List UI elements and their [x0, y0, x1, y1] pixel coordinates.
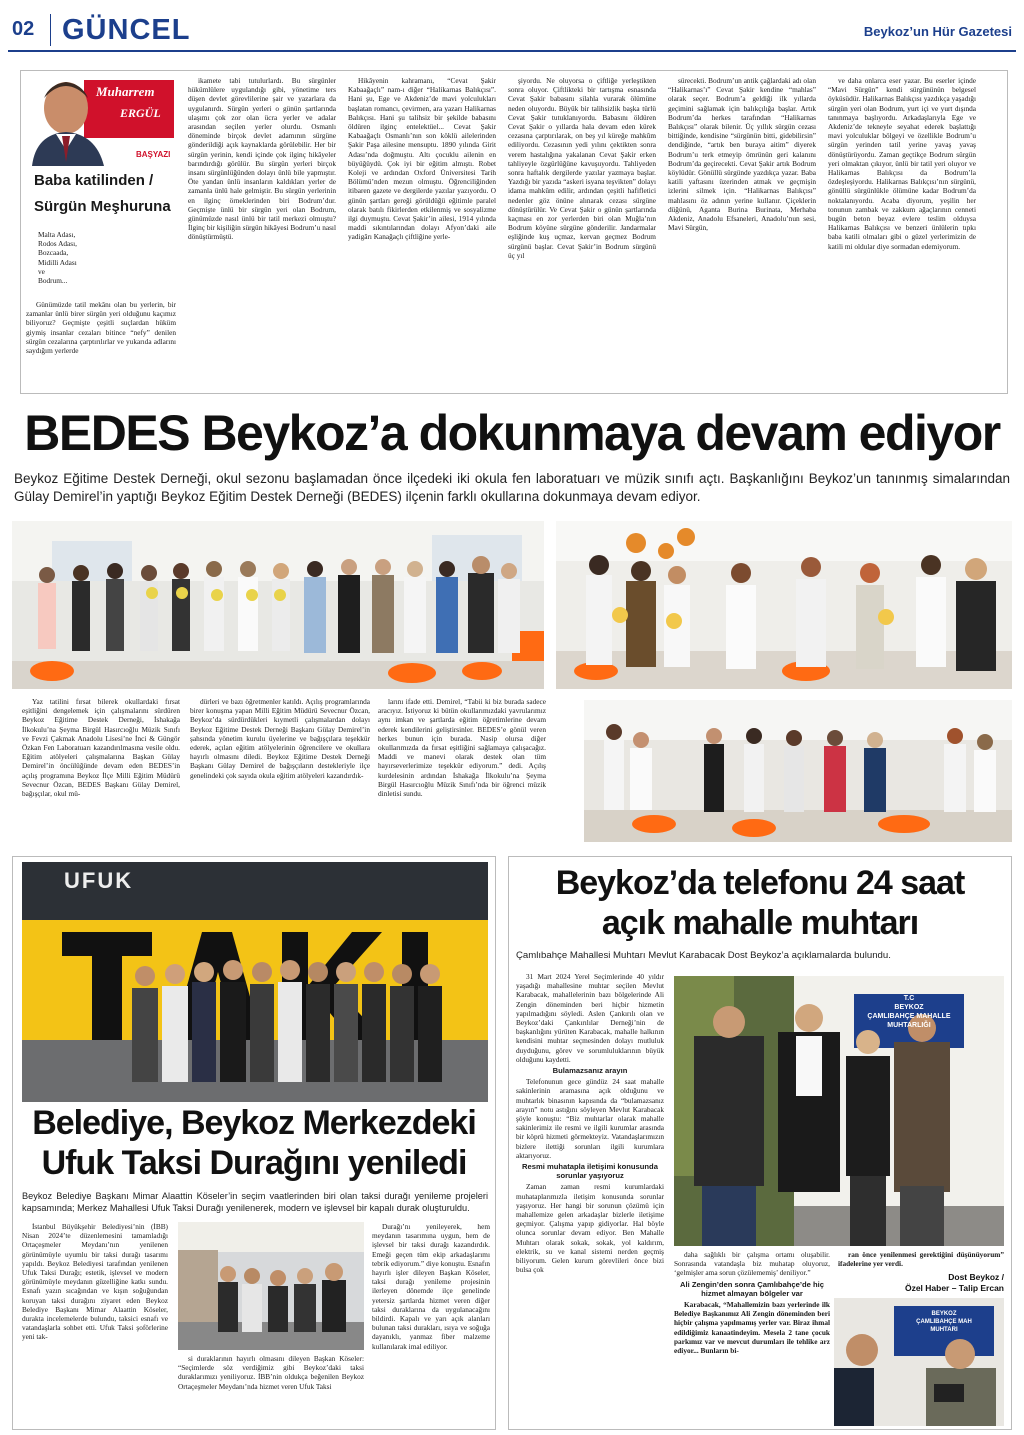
taksi-text-col3: [372, 1222, 490, 1428]
column-paragraph: sürecekti. Bodrum’un antik çağlardaki adı olan “Halikarnas’ı” Cevat Şakir kendine “mahlas” olarak seçer. Bodrum’a geldiği ilk yıllarda geçimini sağlamak için balıkçılığa başlar. Artık Bodrum’da herkes tarafından “Halikarnas Balıkçısı” olarak bilenir. Üç yıllık sürgün cezası bittiğinde, kendisine “sürgünün bitti, gidebilirsin” dendiğinde, “artık ben buraya aitim” diyerek Bodrum’u terk etmeyip ömrünün geri kalanını Bodrum’da geçirecekti. Cevat Şakir artık Bodrum köylüdür. Gönüllü sürgünde yazdıkça yazar. Baba katili yaftasını üzerinden atmak ve geçmişin izlerini silmek için. “Halikarnas Balıkçısı” mahlasını öz adının yerine kullanır. Çiçeklerin düğünü, Aganta Burina Burinata, Merhaba Akdeniz, Anadolu Efsaneleri, Anadolu’nun sesi, Mavi Sürgün,: [668, 76, 816, 233]
muhtar-text-col1: [516, 972, 664, 1426]
poem-line: Malta Adası,: [38, 230, 76, 239]
column-title-line2: Sürgün Meşhuruna: [34, 198, 171, 215]
muhtar-paragraph: Zaman zaman resmi kurumlardaki muhataplarımızla iletişim konusunda sorunlar yaşıyoruz. Her hangi bir sorunun çözümü için mahallemize gelen arkadaşlar bizlerle iletişime geçmiyor. Çalışma yapıp gidiyorlar. Hal böyle olunca sorunlar devam ediyor. Ben Mahalle Muhtarı olarak sokak, sokak, yol kaldırım, elektrik, su ve kanal sistemi nerden geçmiş biliyorum. Gelen kurum görevlileri önce bizi bulsa çok: [516, 1182, 664, 1275]
column-text-col3: [348, 76, 496, 390]
muhtar-paragraph: 31 Mart 2024 Yerel Seçimlerinde 40 yıldır yaşadığı mahallesine muhtar seçilen Mevlut Karabacak, mahallelerinin bazı bölgelerinde Ali Zengin döneminden beri hiçbir hizmetin yapılmadığını söyledi. Aslen Çankırılı olan ve Beykoz’daki Çankırılılar Derneği’nin de başkanlığını yürüten Karabacak, mahalle halkının kendisini muhtar seçmesinden dolayı mutluluk duyduğunu, görev ve sorumluluklarının büyük olduğunu kaydetti.: [516, 972, 664, 1064]
column-text-col4: [508, 76, 656, 390]
taksi-text-col1: [22, 1222, 168, 1428]
poem-block: [38, 230, 168, 300]
building-sign-line: MUHTARLIĞI: [887, 1022, 931, 1029]
muhtar-signature: [838, 1272, 1004, 1294]
muhtar-paragraph: ran önce yenilenmesi gerektiğini düşünüyorum” ifadelerine yer verdi.: [838, 1250, 1004, 1269]
poem-line: ve: [38, 266, 45, 276]
taksi-sign-small: UFUK: [64, 868, 134, 893]
poem-line: Bodrum...: [38, 276, 68, 286]
section-title: GÜNCEL: [62, 14, 191, 46]
muhtar-headline-line1: Beykoz’da telefonu 24 saat: [555, 864, 965, 902]
muhtar-subheading: Resmi muhatapla iletişimi konusunda sorunlar yaşıyoruz: [522, 1162, 658, 1181]
paper-name-bold: Hür Gazetesi: [932, 24, 1012, 39]
muhtar-text-col2: [674, 1250, 830, 1426]
column-paragraph: ve daha onlarca eser yazar. Bu eserler içinde “Mavi Sürgün” kendi sürgününün belgesel öyküsüdür. Halikarnas Balıkçısı yazdıkça yaşadığı sürgün yeri olan Bodrum, yurt içi ve yurt dışında tanınmaya başlıyordu. Arkadaşlarıyla Ege ve Akdeniz’de tekneyle seyahat ederek başlattığı mavi yolculuklar bölgeyi ve özellikle Bodrum’u sürgün yerinden tatil yerine yavaş yavaş dönüştürüyordu. Zaman geçtikçe Bodrum sürgün yeri olmaktan çıkıyor, ünlü bir tatil yeri oluyor ve Halikarnas Balıkçısı da Bodrum’la özdeşleşiyordu. Halikarnas Balıkçısı’nın sürgünü, gönüllü sürgünlükle ölümüne kadar Bodrum’da noktalanıyordu. Acaba diyorum, yeşilin her tonunun zambak ve zakkum ağaçlarının cenneti bugün beton beyaz evlere teslim olduysa Halikarnas Balıkçısı ve benzeri ünlülerin tıpkı baba katili olmaları gibi o güzel yerlerimizin de katili mi oldular diye sormadan edemiyorum.: [828, 76, 976, 251]
poem-line: Midilli Adası: [38, 257, 77, 267]
column-paragraph: Günümüzde tatil mekânı olan bu yerlerin, bir zamanlar ünlü birer sürgün yeri olduğunu kaçımız biliyoruz? Geçmişte çeşitli suçlardan hüküm giymiş insanlar cezaları bitince “nefy” denilen sürgün cezalarına çarptırılırlar ve yukarıda adlarını saydığım yerlerde: [26, 300, 176, 356]
column-paragraph: şiyordu. Ne oluyorsa o çiftliğe yerleştikten sonra oluyor. Çiftlikteki bir tartışma esnasında Cevat Şakir babasını silahla vurarak ölümüne neden oluyordu. Büyük bir talihsizlik başka türlü Cevat Şakir tutuklanıyordu. Babasını öldüren Cevat Şakir o yıllarda hala devam eden kürek cezasına çarptırılarak, on beş yıl küreğe mahkûm ediliyordu. Cezasının yedi yılını çektikten sonra verem hastalığına yakalanan Cevat Şakir erken tahliyeyle özgürlüğüne kavuşuyordu. Tahliyeden sonra haftalık dergilerde yazılar yazmaya başlar. Yazdığı bir yazıda “askeri isyana teşvikten” dolayı idama mahkûm edilir, ardından çeşitli hafifletici nedenler göz önüne alınarak cezası sürgüne dönüştürülür. Ve Cevat Şakir o günün şartlarında kaçması en zor yerlerden biri olan Muğla’nın Bodrum köyüne sürgüne gönderilir. Jandarmalar eşliğinde kuş uçmaz, kervan geçmez Bodrum sürgünü başlar. Cevat Şakir’in Bodrum sürgünü üç yıl: [508, 76, 656, 260]
muhtar-paragraph: Telefonunun gece gündüz 24 saat mahalle sakinlerinin aramasına açık olduğunu ve muhtarlık binasının kapısında da “bulamazsanız arayın” notu astığını söyleyen Mevlut Karabacak şöyle konuştu: “Biz muhtarlar olarak mahalle sakinlerimiz ile resmi ve ilgili kurumlar arasında bir köprü hizmeti görmekteyiz. Vatandaşlarımızın bizlere ilettiği sorunları ilgili kurumlara aktarıyoruz.: [516, 1077, 664, 1160]
poem-line: Bozcaada,: [38, 248, 69, 258]
taksi-paragraph: si duraklarının hayırlı olmasını dileyen Başkan Köseler: “Seçimlerde söz verdiğimiz gibi Beykoz’daki taksi duraklarımızı yeniliyoruz. İBB’nin oldukça beğenilen Beykoz Ortaçeşmeler Meydanı’nda hizmet veren Ufuk Taksi: [178, 1354, 364, 1391]
poem-line: Rodos Adası,: [38, 239, 77, 249]
bedes-paragraph: Yaz tatilini fırsat bilerek okullardaki fırsat eşitliğini dengelemek için çalışmalarını sürdüren Beykoz Eğitime Destek Derneği, İshakağa İlkokulu’na Şeyma Birgül Hasırcıoğlu Müzik Sınıfı ve Fevzi Çakmak Anadolu Lisesi’ne İnci & Güngör Özkan Fen Laboratuarı kazandırılmasına vesile oldu. Eğitim atölyeleri çalışmalarına Başkan Gülay Demirel’in öncülüğünde devam eden BEDES’in açılış programına Beykoz İlçe Milli Eğitim Müdürü Sevecnur Özcan, BEDES Başkanı Gülay Demirel, bağışçılar, okul mü-: [22, 697, 180, 799]
bedes-paragraph: dürleri ve bazı öğretmenler katıldı. Açılış programlarında birer konuşma yapan Milli Eğitim Müdürü Sevecnur Özcan, Beykoz’da sürdürdükleri kıymetli çalışmalardan dolayı Beykoz Eğitime Destek Derneği Başkanı Gülay Demirel’in şahsında yönetim kurulu üyelerine ve bağışçılara teşekkür ederek, açılan eğitim atölyelerinin öğrencilere ve okullara hayırlı olmasını diledi. Beykoz Eğitime Destek Derneği Başkanı Gülay Demirel de bağışçıların destekleriyle ilçe genelindeki çok sayıda okula eğitim atölyeleri kazandırdık-: [190, 697, 370, 780]
signature-line1: Dost Beykoz /: [948, 1272, 1004, 1282]
muhtar-subheading: Bulamazsanız arayın: [552, 1066, 628, 1076]
column-title-line1: Baba katilinden /: [34, 172, 154, 189]
building-sign-line: BEYKOZ: [894, 1004, 924, 1011]
small-sign-line: ÇAMLIBAHÇE MAH: [916, 1319, 972, 1325]
taksi-photo-interior: [178, 1222, 364, 1350]
author-first-name: Muharrem: [96, 84, 155, 99]
page-header: [8, 10, 1016, 52]
small-building-sign: [894, 1310, 994, 1334]
author-badge: BAŞYAZI: [136, 150, 171, 159]
bedes-photo-group: [12, 521, 544, 689]
small-sign-line: MUHTARI: [930, 1327, 958, 1333]
column-text-col2: [188, 76, 336, 390]
taksi-text-col2: [178, 1354, 364, 1428]
bedes-text-col1: [22, 697, 180, 841]
muhtar-paragraph: daha sağlıklı bir çalışma ortamı oluşabilir. Sonrasında vatandaşla biz muhatap oluyoruz, ‘gelmişler ama sorun çözülememiş’ deniliyor.”: [674, 1250, 830, 1278]
bedes-headline: BEDES Beykoz’a dokunmaya devam ediyor: [24, 405, 1000, 461]
column-text-col6: [828, 76, 976, 390]
building-sign-line: ÇAMLIBAHÇE MAHALLE: [867, 1013, 951, 1020]
small-sign-line: BEYKOZ: [931, 1311, 957, 1317]
column-paragraph: ikamete tabi tutulurlardı. Bu sürgünler hükümlülere uygulandığı gibi, yönetime ters düşen devlet görevlilerine şair ve yazarlara da uygulanırdı. Sürgün yerleri o günün şartlarında ulaşımı çok zor olan ücra yerler ve adalar arasından seçilen yerler olurdu. Osmanlı döneminde birçok devlet adamının sürgüne gönderildiği açık kaynaklarda görülebilir. Her bir sürgün yerinin, kendi içinde çok ilginç hikâyeler barındırdığı görülür. Bu sürgün yerleri birçok insanı sürgünlüğünden dolayı ünlü bile yapmıştır. Öte yandan ünlü insanların kaldıkları yerler de zamanla ünlü hale gelmiştir. Bu sürgün yerlerinin en ilginç örneklerinden biri Bodrum’dur. Geçmişte ünlü bir sürgün yeri olan Bodrum, günümüzde nasıl ünlü bir tatil merkezi olmuştu? İlginç bir kişiliğin sürgün hikâyesi Bodrum’u nasıl dönüştürmüştü.: [188, 76, 336, 242]
bedes-photo-ribbon: [556, 521, 1012, 689]
bedes-lead: Beykoz Eğitime Destek Derneği, okul sezonu başlamadan önce ilçedeki iki okula fen laboratuarı ve müzik sınıfı açtı. Başkanlığını Beykoz’un tanınmış simalarından Gülay Demirel’in yaptığı Beykoz Eğitim Destek Derneği (BEDES) ilçenin farklı okullarına dokunmaya devam ediyor.: [14, 471, 1010, 504]
taksi-photo-main: [22, 862, 488, 1102]
bedes-text-col3: [378, 697, 546, 841]
bedes-text-col2: [190, 697, 370, 841]
column-text-col1: [26, 300, 176, 390]
building-sign-line: T.C: [903, 995, 915, 1002]
taksi-paragraph: İstanbul Büyükşehir Belediyesi’nin (İBB) Nisan 2024’te düzenlemesini tamamladığı Ortaçeşmeler Meydanı’nın yenilenen görünümüyle uyumlu bir taksi durağı tasarımı yapıldı. Beykoz Belediyesi tarafından yenilenen Ufuk Taksi Durağı; estetik, işlevsel ve modern görünümüyle meydanın güzelliğine katkı sundu. Esnafı yazın sıcağından ve kışın soğuğundan koruyan taksi durağını ziyaret eden Beykoz Belediye Başkanı Mimar Alaattin Köseler, durakta incelemelerde bulundu, taksici esnafı ve vatandaşlarla sohbet etti. Ufuk Taksi şoförlerine yeni tak-: [22, 1222, 168, 1342]
page-number: 02: [12, 18, 35, 40]
column-text-col5: [668, 76, 816, 390]
muhtar-subheading: Ali Zengin’den sonra Çamlıbahçe’de hiç hizmet almayan bölgeler var: [680, 1279, 824, 1298]
muhtar-headline-line2: açık mahalle muhtarı: [601, 904, 919, 942]
column-paragraph: Hikâyenin kahramanı, “Cevat Şakir Kabaağaçlı” nam-ı diğer “Halikarnas Balıkçısı”. Hani şu, Ege ve Akdeniz’de mavi yolculukları başlatan romancı, çevirmen, ara yazarı Halikarnas Balıkçısı. Hani şu talihsiz bir şekilde babasını öldüren ilginç entelektüel... Cevat Şakir Kabaağaçlı Osmanlı’nın son köklü ailelerinden Şakir Paşa ailesine mensuptu. 1890 yılında Girit Adası’nda doğmuştu. Altı çocuklu ailenin en büyüğüydü. Çok iyi bir eğitim almıştı. Robet Koleji ve ardından Oxford Üniversitesi Tarih Bölümü’nden mezun olmuştu. Öğrenciliğinden itibaren gazete ve dergilerde yazılar yazıyordu. O günün şartları gereği görüldüğü eğitimle paralel olarak batılı fikirlerden etkilenmiş ve sosyalizme ilgi duymuştu. Cevat Şakir’in ailesi, 1914 yılında maddi sıkıntılarından dolayı Afyon’daki aile yadigârı Kanağaçlı çiftliğine yerle-: [348, 76, 496, 242]
bedes-paragraph: larını ifade etti. Demirel, “Tabii ki biz burada sadece aracıyız. İstiyoruz ki bütün okullarımızdaki yavrularımız aynı imkan ve şartlarda eğitim öğretimlerine devam ederek kendilerini geliştirsinler. BEDES’e gönül veren herkes bunun için burada. Nasip olursa diğer okullarımızda da fırsat eşitliğini sağlamaya çalışacağız. Maddi ve manevi olarak destek olan tüm hayırseverlerimize teşekkür ediyorum.” dedi. Açılış kurdelesinin ardından İshakağa İlkokulu’na Şeyma Birgül Hasırcıoğlu Müzik Sınıfı’nda bir öğrenci müzik dinletisi sundu.: [378, 697, 546, 799]
paper-name: [864, 24, 1012, 39]
paper-name-prefix: Beykoz’un: [863, 24, 933, 39]
muhtar-paragraph: Karabacak, “Mahallemizin bazı yerlerinde ilk Belediye Başkanımız Ali Zengin döneminden beri hiçbir çalışma yapılmamış yerler var. Biraz ihmal edildiğimiz kanaatindeyim. Mesela 2 tane çocuk parkımız var ve mevcut durumları ile tehlike arz ediyor... Bunların bi-: [674, 1300, 830, 1356]
taksi-headline-line1: Belediye, Beykoz Merkezdeki: [32, 1104, 476, 1142]
taksi-headline-line2: Ufuk Taksi Durağını yeniledi: [41, 1144, 467, 1182]
signature-line2: Özel Haber – Talip Ercan: [904, 1283, 1004, 1293]
muhtar-lead: Çamlıbahçe Mahallesi Muhtarı Mevlut Karabacak Dost Beykoz’a açıklamalarda bulundu.: [516, 950, 891, 961]
building-sign: [854, 994, 964, 1030]
taksi-paragraph: Durağı’nı yenileyerek, hem meydanın tasarımına uygun, hem de işlevsel bir taksi durağı kazandırdık. Emeği geçen tüm ekip arkadaşlarımı tebrik ediyorum.” diye konuştu. Esnafın hayırlı işler dileyen Başkan Köseler, taksi durağı yenileme projesinin ilerleyen dönemde ilçe genelinde yetersiz şartlarda hizmet veren diğer taksi duraklarına da uygulanacağını bildirdi. Kapalı ve yarı açık alanları bulunan taksi durakları, ısıya ve soğuğa dayanıklı, yanmaz fiber malzeme kullanılarak imal ediliyor.: [372, 1222, 490, 1351]
taksi-lead: Beykoz Belediye Başkanı Mimar Alaattin Köseler’in seçim vaatlerinden biri olan taksi durağı yenileme projeleri kapsamında; Merkez Mahallesi Ufuk Taksi Durağı yenilenerek, modern ve işlevsel bir kapalı durak oluşturuldu.: [22, 1191, 488, 1213]
bedes-photo-classroom: [584, 700, 1012, 842]
header-divider: [50, 14, 51, 46]
author-last-name: ERGÜL: [120, 106, 161, 120]
